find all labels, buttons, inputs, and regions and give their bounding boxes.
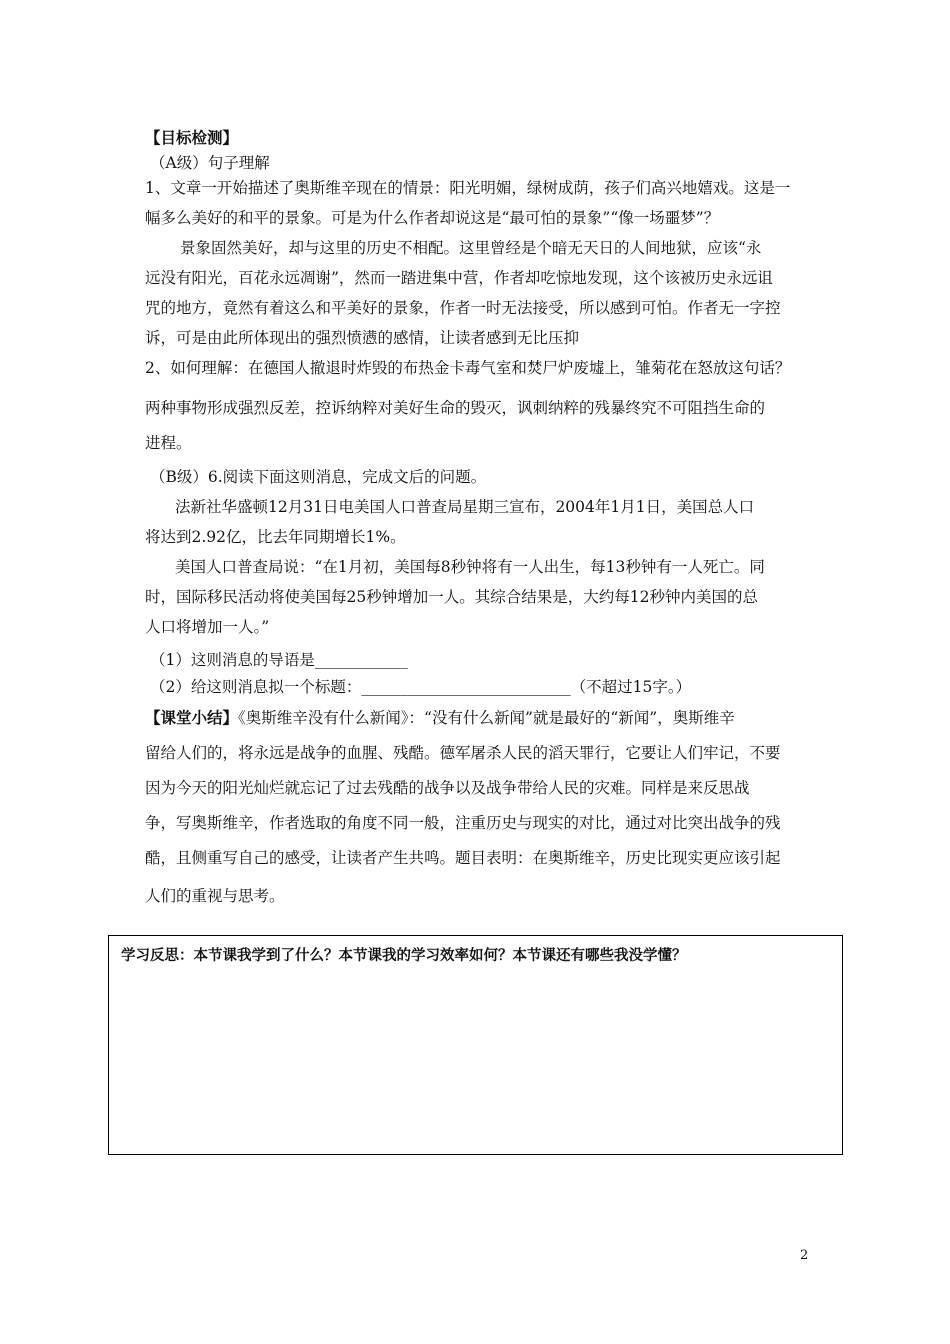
page-number: 2	[800, 1248, 809, 1263]
summary-text: 留给人们的，将永远是战争的血腥、残酷。德军屠杀人民的滔天罪行，它要让人们牢记，不要	[145, 744, 781, 762]
news-paragraph: 将达到2.92亿，比去年同期增长1%。	[145, 528, 406, 546]
answer-1: 诉，可是由此所体现出的强烈愤懑的感情，让读者感到无比压抑	[145, 329, 580, 347]
summary-text: 《奥斯维辛没有什么新闻》：“没有什么新闻”就是最好的“新闻”，奥斯维辛	[238, 709, 735, 727]
summary-first-line	[145, 708, 735, 728]
answer-1: 景象固然美好，却与这里的历史不相配。这里曾经是个暗无天日的人间地狱，应该“永	[180, 239, 762, 257]
answer-1: 咒的地方，竟然有着这么和平美好的景象，作者一时无法接受，所以感到可怕。作者无一字控	[145, 299, 781, 317]
section-title: 【目标检测】	[145, 128, 239, 147]
news-paragraph: 人口将增加一人。”	[145, 618, 270, 636]
reflection-box	[108, 935, 843, 1155]
answer-2: 两种事物形成强烈反差，控诉纳粹对美好生命的毁灭，讽刺纳粹的残暴终究不可阻挡生命的	[145, 399, 766, 417]
question-2: 2、如何理解：在德国人撤退时炸毁的布热金卡毒气室和焚尸炉废墟上，雏菊花在怒放这句话？	[145, 359, 791, 377]
reflection-title: 学习反思：本节课我学到了什么？本节课我的学习效率如何？本节课还有哪些我没学懂？	[121, 948, 687, 964]
sub-question-2: （2）给这则消息拟一个标题：___________________________（不超过15字。）	[150, 678, 692, 696]
summary-text: 酷，且侧重写自己的感受，让读者产生共鸣。题目表明：在奥斯维辛，历史比现实更应该引起	[145, 849, 781, 867]
answer-1: 远没有阳光，百花永远凋谢”，然而一踏进集中营，作者却吃惊地发现，这个该被历史永远诅	[145, 269, 773, 287]
summary-text: 人们的重视与思考。	[145, 887, 285, 905]
summary-label: 【课堂小结】	[145, 708, 239, 727]
answer-2: 进程。	[145, 434, 192, 452]
question-1: 1、文章一开始描述了奥斯维辛现在的情景：阳光明媚，绿树成荫，孩子们高兴地嬉戏。这是一	[145, 179, 791, 197]
news-paragraph: 时，国际移民活动将使美国每25秒钟增加一人。其综合结果是，大约每12秒钟内美国的总	[145, 588, 758, 606]
level-b-heading: （B级）6.阅读下面这则消息，完成文后的问题。	[150, 468, 487, 486]
question-1: 幅多么美好的和平的景象。可是为什么作者却说这是“最可怕的景象”“像一场噩梦”？	[145, 209, 720, 227]
level-a-heading: （A级）句子理解	[150, 154, 270, 172]
summary-text: 争，写奥斯维辛，作者选取的角度不同一般，注重历史与现实的对比，通过对比突出战争的残	[145, 814, 781, 832]
news-paragraph: 美国人口普查局说：“在1月初，美国每8秒钟将有一人出生，每13秒钟有一人死亡。同	[175, 558, 765, 576]
news-paragraph: 法新社华盛顿12月31日电美国人口普查局星期三宣布，2004年1月1日，美国总人口	[175, 498, 755, 516]
sub-question-1: （1）这则消息的导语是____________	[150, 651, 408, 669]
summary-text: 因为今天的阳光灿烂就忘记了过去残酷的战争以及战争带给人民的灾难。同样是来反思战	[145, 779, 750, 797]
